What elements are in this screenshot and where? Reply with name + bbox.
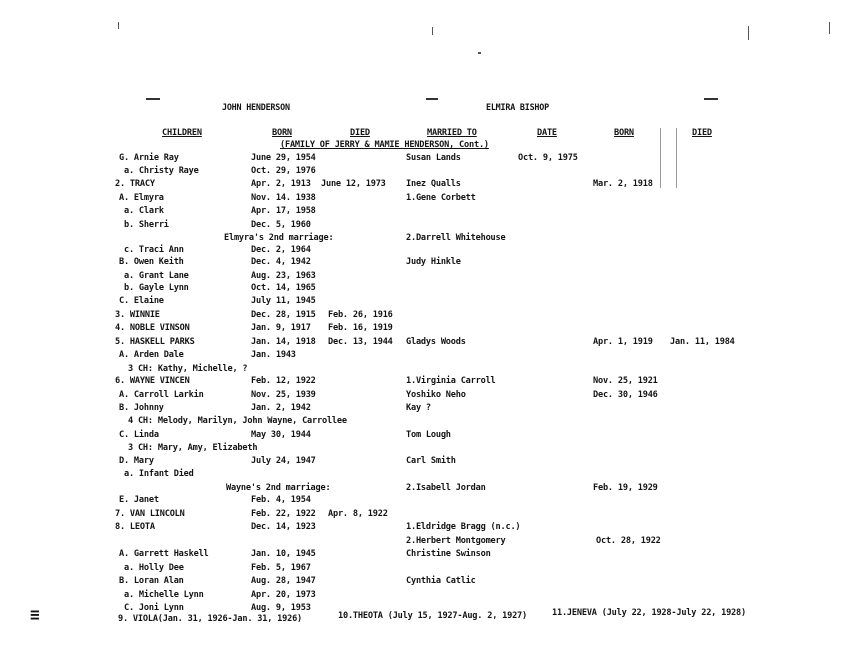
spouse-name: Christine Swinson <box>406 549 491 559</box>
marriage-date: Oct. 9, 1975 <box>518 153 578 163</box>
spouse-name: 1.Gene Corbett <box>406 193 476 203</box>
spouse-name: Gladys Woods <box>406 337 466 347</box>
birth-date: Dec. 2, 1964 <box>251 245 311 255</box>
death-date: June 12, 1973 <box>321 179 386 189</box>
child-name: a. Grant Lane <box>124 271 189 281</box>
birth-date: Aug. 28, 1947 <box>251 576 316 586</box>
family-note: (FAMILY OF JERRY & MAMIE HENDERSON, Cont.) <box>280 140 489 150</box>
child-name: A. Garrett Haskell <box>119 549 209 559</box>
column-header-married-to: MARRIED TO <box>427 128 477 138</box>
birth-date: Jan. 1943 <box>251 350 296 360</box>
birth-date: Nov. 25, 1939 <box>251 390 316 400</box>
birth-date: Feb. 4, 1954 <box>251 495 311 505</box>
spouse-name: 1.Virginia Carroll <box>406 376 496 386</box>
birth-date: Dec. 4, 1942 <box>251 257 311 267</box>
scan-artifact <box>432 27 433 35</box>
birth-date: Dec. 28, 1915 <box>251 310 316 320</box>
column-header-children: CHILDREN <box>162 128 202 138</box>
death-date: Apr. 8, 1922 <box>328 509 388 519</box>
birth-date: June 29, 1954 <box>251 153 316 163</box>
scan-artifact <box>829 22 830 34</box>
child-name: c. Traci Ann <box>124 245 184 255</box>
children-note: 3 CH: Kathy, Michelle, ? <box>128 364 248 374</box>
scan-artifact <box>426 98 438 100</box>
child-name: E. Janet <box>119 495 159 505</box>
scan-artifact <box>660 128 661 188</box>
child-name: G. Arnie Ray <box>119 153 179 163</box>
scan-artifact <box>748 26 749 40</box>
children-note: 3 CH: Mary, Amy, Elizabeth <box>128 443 258 453</box>
scan-artifact <box>676 128 677 188</box>
child-name: A. Arden Dale <box>119 350 184 360</box>
spouse-name: Yoshiko Neho <box>406 390 466 400</box>
birth-date: Oct. 14, 1965 <box>251 283 316 293</box>
child-name: a. Infant Died <box>124 469 194 479</box>
birth-date: Jan. 2, 1942 <box>251 403 311 413</box>
wife-name: ELMIRA BISHOP <box>486 102 549 112</box>
child-name: C. Linda <box>119 430 159 440</box>
child-name: a. Michelle Lynn <box>124 590 204 600</box>
scan-artifact <box>118 22 119 29</box>
birth-date: Aug. 9, 1953 <box>251 603 311 613</box>
birth-date: Apr. 20, 1973 <box>251 590 316 600</box>
spouse-name: Cynthia Catlic <box>406 576 476 586</box>
child-name: B. Owen Keith <box>119 257 184 267</box>
birth-date: Jan. 14, 1918 <box>251 337 316 347</box>
child-name: 8. LEOTA <box>115 522 155 532</box>
death-date: Feb. 16, 1919 <box>328 323 393 333</box>
spouse-birth-date: Nov. 25, 1921 <box>593 376 658 386</box>
spouse-name: 2.Darrell Whitehouse <box>406 233 506 243</box>
footer-theota: 10.THEOTA (July 15, 1927-Aug. 2, 1927) <box>338 611 528 621</box>
birth-date: Feb. 22, 1922 <box>251 509 316 519</box>
child-name: 7. VAN LINCOLN <box>115 509 185 519</box>
child-name: 6. WAYNE VINCEN <box>115 376 190 386</box>
spouse-name: 2.Herbert Montgomery <box>406 536 506 546</box>
column-header-spouse-born: BORN <box>614 128 634 138</box>
scan-artifact <box>478 52 481 54</box>
child-name: A. Carroll Larkin <box>119 390 204 400</box>
birth-date: July 11, 1945 <box>251 296 316 306</box>
birth-date: Oct. 29, 1976 <box>251 166 316 176</box>
spouse-name: Carl Smith <box>406 456 456 466</box>
birth-date: Feb. 12, 1922 <box>251 376 316 386</box>
footer-jeneva: 11.JENEVA (July 22, 1928-July 22, 1928) <box>552 608 746 618</box>
death-date: Dec. 13, 1944 <box>328 337 393 347</box>
spouse-name: Inez Qualls <box>406 179 461 189</box>
scan-artifact <box>704 98 718 100</box>
child-name: 5. HASKELL PARKS <box>115 337 195 347</box>
spouse-birth-date: Apr. 1, 1919 <box>593 337 653 347</box>
spouse-name: Tom Lough <box>406 430 451 440</box>
birth-date: July 24, 1947 <box>251 456 316 466</box>
birth-date: Dec. 14, 1923 <box>251 522 316 532</box>
birth-date: Aug. 23, 1963 <box>251 271 316 281</box>
spouse-birth-date: Oct. 28, 1922 <box>596 536 661 546</box>
spouse-name: 2.Isabell Jordan <box>406 483 486 493</box>
scan-artifact <box>146 98 160 100</box>
child-name: a. Christy Raye <box>124 166 199 176</box>
husband-name: JOHN HENDERSON <box>222 102 290 112</box>
birth-date: Dec. 5, 1960 <box>251 220 311 230</box>
birth-date: Feb. 5, 1967 <box>251 563 311 573</box>
spouse-name: 1.Eldridge Bragg (n.c.) <box>406 522 521 532</box>
birth-date: Apr. 2, 1913 <box>251 179 311 189</box>
spouse-birth-date: Feb. 19, 1929 <box>593 483 658 493</box>
child-name: B. Johnny <box>119 403 164 413</box>
spouse-name: Susan Lands <box>406 153 461 163</box>
child-name: A. Elmyra <box>119 193 164 203</box>
child-name: C. Joni Lynn <box>124 603 184 613</box>
child-name: D. Mary <box>119 456 154 466</box>
column-header-born: BORN <box>272 128 292 138</box>
spouse-name: Judy Hinkle <box>406 257 461 267</box>
child-name: 4. NOBLE VINSON <box>115 323 190 333</box>
spouse-birth-date: Dec. 30, 1946 <box>593 390 658 400</box>
death-date: Feb. 26, 1916 <box>328 310 393 320</box>
margin-mark: ≡ <box>30 605 40 624</box>
birth-date: May 30, 1944 <box>251 430 311 440</box>
remarriage-note: Wayne's 2nd marriage: <box>226 483 331 493</box>
child-name: 3. WINNIE <box>115 310 160 320</box>
birth-date: Nov. 14. 1938 <box>251 193 316 203</box>
column-header-date: DATE <box>537 128 557 138</box>
spouse-birth-date: Mar. 2, 1918 <box>593 179 653 189</box>
column-header-died: DIED <box>350 128 370 138</box>
birth-date: Jan. 9, 1917 <box>251 323 311 333</box>
spouse-death-date: Jan. 11, 1984 <box>670 337 735 347</box>
child-name: a. Holly Dee <box>124 563 184 573</box>
children-note: 4 CH: Melody, Marilyn, John Wayne, Carrollee <box>128 416 347 426</box>
child-name: 2. TRACY <box>115 179 155 189</box>
birth-date: Jan. 10, 1945 <box>251 549 316 559</box>
child-name: b. Gayle Lynn <box>124 283 189 293</box>
child-name: a. Clark <box>124 206 164 216</box>
spouse-name: Kay ? <box>406 403 431 413</box>
child-name: B. Loran Alan <box>119 576 184 586</box>
child-name: b. Sherri <box>124 220 169 230</box>
remarriage-note: Elmyra's 2nd marriage: <box>224 233 334 243</box>
child-name: C. Elaine <box>119 296 164 306</box>
column-header-spouse-died: DIED <box>692 128 712 138</box>
footer-viola: 9. VIOLA(Jan. 31, 1926-Jan. 31, 1926) <box>118 614 303 624</box>
birth-date: Apr. 17, 1958 <box>251 206 316 216</box>
